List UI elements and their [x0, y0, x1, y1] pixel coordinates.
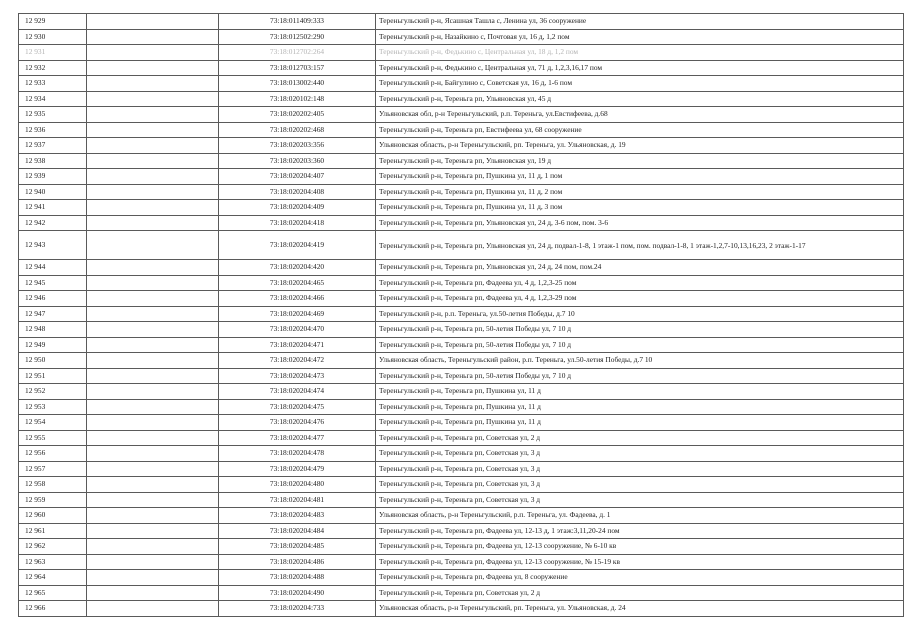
- row-number-cell: 12 953: [19, 399, 87, 415]
- table-row: [19, 153, 904, 169]
- table-row: [19, 200, 904, 216]
- address-cell: Тереньгульский р-н, Тереньга рп, Фадеева ул, 12-13 сооружение, № 6-10 кв: [376, 539, 904, 555]
- empty-cell: [87, 585, 219, 601]
- empty-cell: [87, 353, 219, 369]
- address-cell: Тереньгульский р-н, Тереньга рп, Фадеева ул, 12-13 д, 1 этаж:3,11,20-24 пом: [376, 523, 904, 539]
- cadastral-number-cell: 73:18:020204:420: [219, 260, 376, 276]
- cadastral-number-cell: 73:18:020202:405: [219, 107, 376, 123]
- cadastral-number-cell: 73:18:012702:264: [219, 45, 376, 61]
- empty-cell: [87, 138, 219, 154]
- table-row: [19, 539, 904, 555]
- table-row: [19, 337, 904, 353]
- row-number-cell: 12 942: [19, 215, 87, 231]
- table-row: [19, 45, 904, 61]
- address-cell: Тереньгульский р-н, Федькино с, Центральная ул, 18 д, 1,2 пом: [376, 45, 904, 61]
- row-number-cell: 12 955: [19, 430, 87, 446]
- row-number-cell: 12 961: [19, 523, 87, 539]
- empty-cell: [87, 60, 219, 76]
- empty-cell: [87, 430, 219, 446]
- row-number-cell: 12 959: [19, 492, 87, 508]
- empty-cell: [87, 554, 219, 570]
- row-number-cell: 12 930: [19, 29, 87, 45]
- address-cell: Ульяновская область, р-н Тереньгульский, рп. Тереньга, ул. Ульяновская, д. 24: [376, 601, 904, 617]
- row-number-cell: 12 948: [19, 322, 87, 338]
- cadastral-number-cell: 73:18:020204:418: [219, 215, 376, 231]
- address-cell: Тереньгульский р-н, Тереньга рп, Фадеева ул, 4 д, 1,2,3-25 пом: [376, 275, 904, 291]
- address-cell: Тереньгульский р-н, Тереньга рп, 50-летия Победы ул, 7 10 д: [376, 337, 904, 353]
- table-row: [19, 461, 904, 477]
- cadastral-number-cell: 73:18:020204:408: [219, 184, 376, 200]
- table-row: [19, 122, 904, 138]
- row-number-cell: 12 954: [19, 415, 87, 431]
- row-number-cell: 12 947: [19, 306, 87, 322]
- address-cell: Тереньгульский р-н, Тереньга рп, Советская ул, 2 д: [376, 585, 904, 601]
- address-cell: Тереньгульский р-н, Тереньга рп, Советская ул, 3 д: [376, 492, 904, 508]
- row-number-cell: 12 940: [19, 184, 87, 200]
- table-row: [19, 399, 904, 415]
- address-cell: Тереньгульский р-н, Тереньга рп, Советская ул, 3 д: [376, 446, 904, 462]
- cadastral-number-cell: 73:18:020204:473: [219, 368, 376, 384]
- row-number-cell: 12 958: [19, 477, 87, 493]
- address-cell: Тереньгульский р-н, Тереньга рп, Советская ул, 3 д: [376, 461, 904, 477]
- empty-cell: [87, 384, 219, 400]
- row-number-cell: 12 966: [19, 601, 87, 617]
- table-row: [19, 322, 904, 338]
- address-cell: Тереньгульский р-н, Тереньга рп, Советская ул, 2 д: [376, 430, 904, 446]
- table-row: [19, 477, 904, 493]
- table-row: [19, 353, 904, 369]
- empty-cell: [87, 570, 219, 586]
- row-number-cell: 12 949: [19, 337, 87, 353]
- row-number-cell: 12 938: [19, 153, 87, 169]
- address-cell: Тереньгульский р-н, Тереньга рп, Пушкина ул, 11 д: [376, 415, 904, 431]
- table-row: [19, 492, 904, 508]
- address-cell: Тереньгульский р-н, Тереньга рп, Ульяновская ул, 45 д: [376, 91, 904, 107]
- empty-cell: [87, 446, 219, 462]
- address-cell: Тереньгульский р-н, Тереньга рп, Пушкина ул, 11 д, 1 пом: [376, 169, 904, 185]
- empty-cell: [87, 169, 219, 185]
- row-number-cell: 12 963: [19, 554, 87, 570]
- cadastral-number-cell: 73:18:020204:471: [219, 337, 376, 353]
- cadastral-number-cell: 73:18:020204:480: [219, 477, 376, 493]
- row-number-cell: 12 945: [19, 275, 87, 291]
- empty-cell: [87, 76, 219, 92]
- address-cell: Тереньгульский р-н, Тереньга рп, Фадеева ул, 8 сооружение: [376, 570, 904, 586]
- table-row: [19, 508, 904, 524]
- address-cell: Тереньгульский р-н, Тереньга рп, Ульяновская ул, 24 д, подвал-1-8, 1 этаж-1 пом, пом. подвал-1-8, 1 этаж-1,2,7-10,13,16,23, 2 этаж-1-17: [376, 231, 904, 260]
- address-cell: Ульяновская область, р-н Тереньгульский, р.п. Тереньга, ул. Фадеева, д. 1: [376, 508, 904, 524]
- table-row: [19, 446, 904, 462]
- cadastral-number-cell: 73:18:020204:466: [219, 291, 376, 307]
- empty-cell: [87, 601, 219, 617]
- address-cell: Тереньгульский р-н, Федькино с, Центральная ул, 71 д, 1,2,3,16,17 пом: [376, 60, 904, 76]
- cadastral-number-cell: 73:18:020204:474: [219, 384, 376, 400]
- cadastral-number-cell: 73:18:020204:483: [219, 508, 376, 524]
- table-row: [19, 384, 904, 400]
- empty-cell: [87, 91, 219, 107]
- address-cell: Тереньгульский р-н, Тереньга рп, Ульяновская ул, 24 д, 3-6 пом, пом. 3-6: [376, 215, 904, 231]
- address-cell: Тереньгульский р-н, Байгулино с, Советская ул, 16 д, 1-6 пом: [376, 76, 904, 92]
- empty-cell: [87, 45, 219, 61]
- table-row: [19, 275, 904, 291]
- address-cell: Тереньгульский р-н, Назайкино с, Почтовая ул, 16 д, 1,2 пом: [376, 29, 904, 45]
- cadastral-number-cell: 73:18:020204:485: [219, 539, 376, 555]
- row-number-cell: 12 950: [19, 353, 87, 369]
- empty-cell: [87, 153, 219, 169]
- empty-cell: [87, 539, 219, 555]
- empty-cell: [87, 523, 219, 539]
- empty-cell: [87, 184, 219, 200]
- address-cell: Тереньгульский р-н, Ясашная Ташла с, Ленина ул, 36 сооружение: [376, 14, 904, 30]
- empty-cell: [87, 291, 219, 307]
- cadastral-number-cell: 73:18:020204:470: [219, 322, 376, 338]
- row-number-cell: 12 937: [19, 138, 87, 154]
- empty-cell: [87, 215, 219, 231]
- cadastral-number-cell: 73:18:013002:440: [219, 76, 376, 92]
- cadastral-number-cell: 73:18:020102:148: [219, 91, 376, 107]
- cadastral-number-cell: 73:18:020204:490: [219, 585, 376, 601]
- cadastral-number-cell: 73:18:020204:476: [219, 415, 376, 431]
- table-row: [19, 415, 904, 431]
- row-number-cell: 12 931: [19, 45, 87, 61]
- row-number-cell: 12 956: [19, 446, 87, 462]
- cadastral-number-cell: 73:18:020203:356: [219, 138, 376, 154]
- table-row: [19, 570, 904, 586]
- row-number-cell: 12 943: [19, 231, 87, 260]
- cadastral-number-cell: 73:18:020204:733: [219, 601, 376, 617]
- table-row: [19, 14, 904, 30]
- address-cell: Ульяновская область, р-н Тереньгульский, рп. Тереньга, ул. Ульяновская, д. 19: [376, 138, 904, 154]
- row-number-cell: 12 964: [19, 570, 87, 586]
- empty-cell: [87, 399, 219, 415]
- empty-cell: [87, 337, 219, 353]
- address-cell: Ульяновская область, Тереньгульский район, р.п. Тереньга, ул.50-летия Победы, д.7 10: [376, 353, 904, 369]
- row-number-cell: 12 952: [19, 384, 87, 400]
- cadastral-number-cell: 73:18:020202:468: [219, 122, 376, 138]
- cadastral-number-cell: 73:18:020204:409: [219, 200, 376, 216]
- cadastral-number-cell: 73:18:020204:472: [219, 353, 376, 369]
- empty-cell: [87, 492, 219, 508]
- address-cell: Тереньгульский р-н, Тереньга рп, 50-летия Победы ул, 7 10 д: [376, 322, 904, 338]
- row-number-cell: 12 944: [19, 260, 87, 276]
- address-cell: Тереньгульский р-н, Тереньга рп, 50-летия Победы ул, 7 10 д: [376, 368, 904, 384]
- cadastral-number-cell: 73:18:020204:469: [219, 306, 376, 322]
- table-row: [19, 260, 904, 276]
- row-number-cell: 12 946: [19, 291, 87, 307]
- row-number-cell: 12 934: [19, 91, 87, 107]
- cadastral-number-cell: 73:18:020204:481: [219, 492, 376, 508]
- row-number-cell: 12 935: [19, 107, 87, 123]
- row-number-cell: 12 960: [19, 508, 87, 524]
- empty-cell: [87, 275, 219, 291]
- cadastral-number-cell: 73:18:020204:475: [219, 399, 376, 415]
- empty-cell: [87, 368, 219, 384]
- table-row: [19, 91, 904, 107]
- address-cell: Тереньгульский р-н, Тереньга рп, Ульяновская ул, 19 д: [376, 153, 904, 169]
- table-row: [19, 231, 904, 260]
- table-row: [19, 585, 904, 601]
- property-register-table: [18, 13, 904, 617]
- table-row: [19, 430, 904, 446]
- cadastral-number-cell: 73:18:020204:407: [219, 169, 376, 185]
- empty-cell: [87, 107, 219, 123]
- table-row: [19, 184, 904, 200]
- cadastral-number-cell: 73:18:020204:477: [219, 430, 376, 446]
- table-row: [19, 107, 904, 123]
- cadastral-number-cell: 73:18:020204:479: [219, 461, 376, 477]
- cadastral-number-cell: 73:18:020204:486: [219, 554, 376, 570]
- table-row: [19, 601, 904, 617]
- address-cell: Ульяновская обл, р-н Тереньгульский, р.п. Тереньга, ул.Евстифеева, д.68: [376, 107, 904, 123]
- empty-cell: [87, 415, 219, 431]
- address-cell: Тереньгульский р-н, Тереньга рп, Пушкина ул, 11 д, 3 пом: [376, 200, 904, 216]
- table-row: [19, 138, 904, 154]
- cadastral-number-cell: 73:18:020204:484: [219, 523, 376, 539]
- address-cell: Тереньгульский р-н, Тереньга рп, Фадеева ул, 12-13 сооружение, № 15-19 кв: [376, 554, 904, 570]
- table-row: [19, 169, 904, 185]
- empty-cell: [87, 260, 219, 276]
- row-number-cell: 12 939: [19, 169, 87, 185]
- empty-cell: [87, 477, 219, 493]
- row-number-cell: 12 936: [19, 122, 87, 138]
- table-row: [19, 554, 904, 570]
- address-cell: Тереньгульский р-н, Тереньга рп, Пушкина ул, 11 д: [376, 384, 904, 400]
- address-cell: Тереньгульский р-н, Тереньга рп, Советская ул, 3 д: [376, 477, 904, 493]
- empty-cell: [87, 29, 219, 45]
- cadastral-number-cell: 73:18:020204:478: [219, 446, 376, 462]
- table-row: [19, 291, 904, 307]
- address-cell: Тереньгульский р-н, Тереньга рп, Фадеева ул, 4 д, 1,2,3-29 пом: [376, 291, 904, 307]
- table-row: [19, 306, 904, 322]
- empty-cell: [87, 231, 219, 260]
- address-cell: Тереньгульский р-н, Тереньга рп, Ульяновская ул, 24 д, 24 пом, пом.24: [376, 260, 904, 276]
- empty-cell: [87, 322, 219, 338]
- cadastral-number-cell: 73:18:012502:290: [219, 29, 376, 45]
- row-number-cell: 12 951: [19, 368, 87, 384]
- row-number-cell: 12 965: [19, 585, 87, 601]
- row-number-cell: 12 941: [19, 200, 87, 216]
- row-number-cell: 12 933: [19, 76, 87, 92]
- table-row: [19, 215, 904, 231]
- address-cell: Тереньгульский р-н, Тереньга рп, Евстифеева ул, 68 сооружение: [376, 122, 904, 138]
- empty-cell: [87, 200, 219, 216]
- address-cell: Тереньгульский р-н, Тереньга рп, Пушкина ул, 11 д: [376, 399, 904, 415]
- cadastral-number-cell: 73:18:011409:333: [219, 14, 376, 30]
- row-number-cell: 12 929: [19, 14, 87, 30]
- address-cell: Тереньгульский р-н, р.п. Тереньга, ул.50-летия Победы, д.7 10: [376, 306, 904, 322]
- row-number-cell: 12 932: [19, 60, 87, 76]
- cadastral-number-cell: 73:18:012703:157: [219, 60, 376, 76]
- cadastral-number-cell: 73:18:020204:488: [219, 570, 376, 586]
- table-row: [19, 76, 904, 92]
- row-number-cell: 12 962: [19, 539, 87, 555]
- address-cell: Тереньгульский р-н, Тереньга рп, Пушкина ул, 11 д, 2 пом: [376, 184, 904, 200]
- table-row: [19, 29, 904, 45]
- table-row: [19, 523, 904, 539]
- cadastral-number-cell: 73:18:020204:419: [219, 231, 376, 260]
- table-row: [19, 60, 904, 76]
- cadastral-number-cell: 73:18:020204:465: [219, 275, 376, 291]
- empty-cell: [87, 508, 219, 524]
- row-number-cell: 12 957: [19, 461, 87, 477]
- empty-cell: [87, 14, 219, 30]
- empty-cell: [87, 461, 219, 477]
- table-row: [19, 368, 904, 384]
- empty-cell: [87, 306, 219, 322]
- register-table-body: [19, 14, 904, 617]
- cadastral-number-cell: 73:18:020203:360: [219, 153, 376, 169]
- empty-cell: [87, 122, 219, 138]
